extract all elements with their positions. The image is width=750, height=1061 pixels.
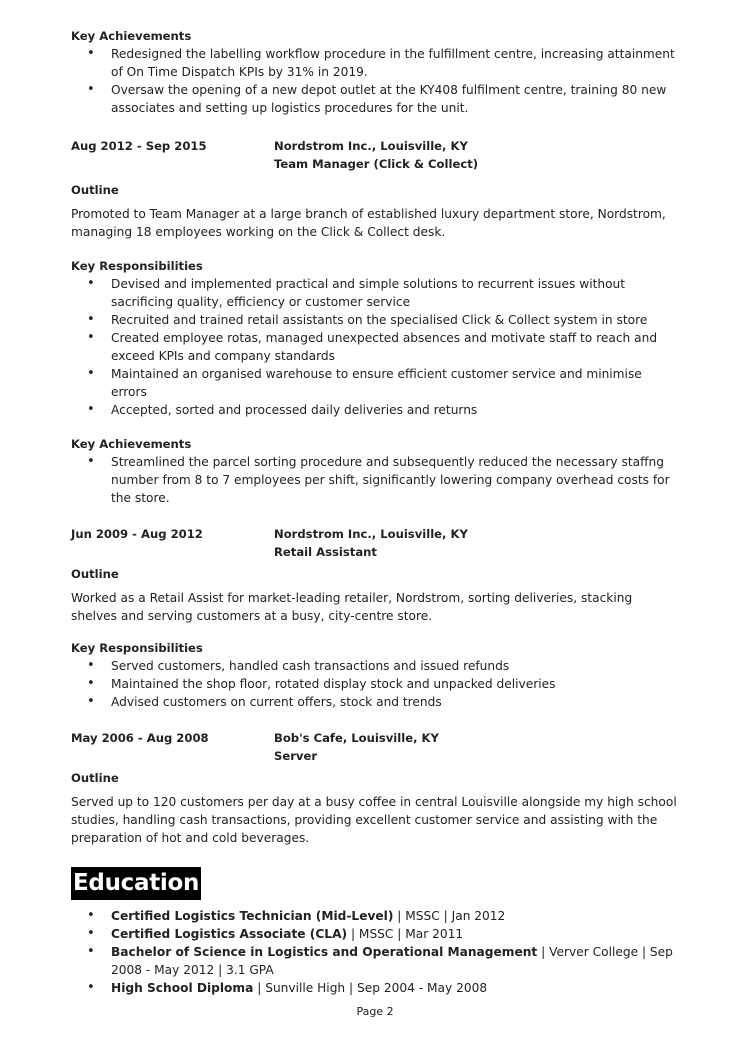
job-entry-retail-assistant [71, 525, 681, 711]
list-item [71, 907, 681, 925]
list-item: • Recruited and trained retail assistants on the specialised Click & Collect system in store [71, 311, 681, 329]
job-entry-team-manager [71, 137, 681, 507]
job-header [71, 729, 681, 765]
list-item: • Served customers, handled cash transactions and issued refunds [71, 657, 681, 675]
job-title: Retail Assistant [274, 545, 377, 559]
outline-text: Served up to 120 customers per day at a busy coffee in central Louisville alongside my high school studies, handling cash transactions, providing excellent customer service and assisting with the preparation of hot and cold beverages. [71, 795, 677, 845]
list-item: • Created employee rotas, managed unexpected absences and motivate staff to reach and exceed KPIs and company standards [71, 329, 681, 365]
job-dates: Aug 2012 - Sep 2015 [71, 139, 207, 153]
job-header [71, 137, 681, 173]
education-title: Education [71, 867, 201, 900]
achievements-heading: Key Achievements [71, 29, 192, 43]
education-detail: | MSSC | Mar 2011 [347, 927, 464, 941]
education-detail: | MSSC | Jan 2012 [393, 909, 506, 923]
list-item: • Devised and implemented practical and simple solutions to recurrent issues without sacrificing quality, efficiency or customer service [71, 275, 681, 311]
responsibilities-heading: Key Responsibilities [71, 641, 203, 655]
outline-heading: Outline [71, 771, 119, 785]
list-item: • Streamlined the parcel sorting procedure and subsequently reduced the necessary staffng number from 8 to 7 employees per shift, significantly lowering company overhead costs for the store. [71, 453, 681, 507]
achievements-list [71, 453, 681, 507]
job-header [71, 525, 681, 561]
responsibilities-heading: Key Responsibilities [71, 259, 203, 273]
job-company: Nordstrom Inc., Louisville, KY [274, 139, 468, 153]
list-item: • Redesigned the labelling workflow procedure in the fulfillment centre, increasing attainment of On Time Dispatch KPIs by 31% in 2019. [71, 45, 681, 81]
list-item: • Advised customers on current offers, stock and trends [71, 693, 681, 711]
list-item: • Accepted, sorted and processed daily deliveries and returns [71, 401, 681, 419]
job-company-title [274, 525, 681, 561]
outline-heading: Outline [71, 183, 119, 197]
education-section [71, 867, 681, 997]
job-company-title [274, 729, 681, 765]
responsibilities-list [71, 657, 681, 711]
job-title: Team Manager (Click & Collect) [274, 157, 479, 171]
outline-text: Worked as a Retail Assist for market-leading retailer, Nordstrom, sorting deliveries, stacking shelves and serving customers at a busy, city-centre store. [71, 591, 633, 623]
education-detail: | Verver College | Sep 2008 - May 2012 | 3.1 GPA [111, 945, 673, 977]
outline-heading: Outline [71, 567, 119, 581]
list-item: • Oversaw the opening of a new depot outlet at the KY408 fulfilment centre, training 80 new associates and setting up logistics procedures for the unit. [71, 81, 681, 117]
education-list [71, 907, 681, 997]
job-entry-server [71, 729, 681, 847]
responsibilities-list [71, 275, 681, 419]
job-company-title [274, 137, 681, 173]
list-item [71, 943, 681, 979]
list-item: • Maintained the shop floor, rotated display stock and unpacked deliveries [71, 675, 681, 693]
prev-job-achievements [71, 27, 681, 117]
education-name: Bachelor of Science in Logistics and Operational Management [111, 945, 538, 959]
job-dates: Jun 2009 - Aug 2012 [71, 527, 203, 541]
page-number: Page 2 [356, 1005, 394, 1018]
resume-content [71, 27, 681, 997]
job-title: Server [274, 749, 318, 763]
education-name: Certified Logistics Technician (Mid-Level) [111, 909, 394, 923]
job-dates: May 2006 - Aug 2008 [71, 731, 209, 745]
achievements-list [71, 45, 681, 117]
list-item [71, 979, 681, 997]
list-item [71, 925, 681, 943]
education-detail: | Sunville High | Sep 2004 - May 2008 [253, 981, 488, 995]
education-name: Certified Logistics Associate (CLA) [111, 927, 348, 941]
outline-text: Promoted to Team Manager at a large branch of established luxury department store, Nordstrom, managing 18 employees working on the Click & Collect desk. [71, 207, 666, 239]
job-company: Nordstrom Inc., Louisville, KY [274, 527, 468, 541]
list-item: • Maintained an organised warehouse to ensure efficient customer service and minimise errors [71, 365, 681, 401]
job-company: Bob's Cafe, Louisville, KY [274, 731, 439, 745]
education-name: High School Diploma [111, 981, 254, 995]
achievements-heading: Key Achievements [71, 437, 192, 451]
